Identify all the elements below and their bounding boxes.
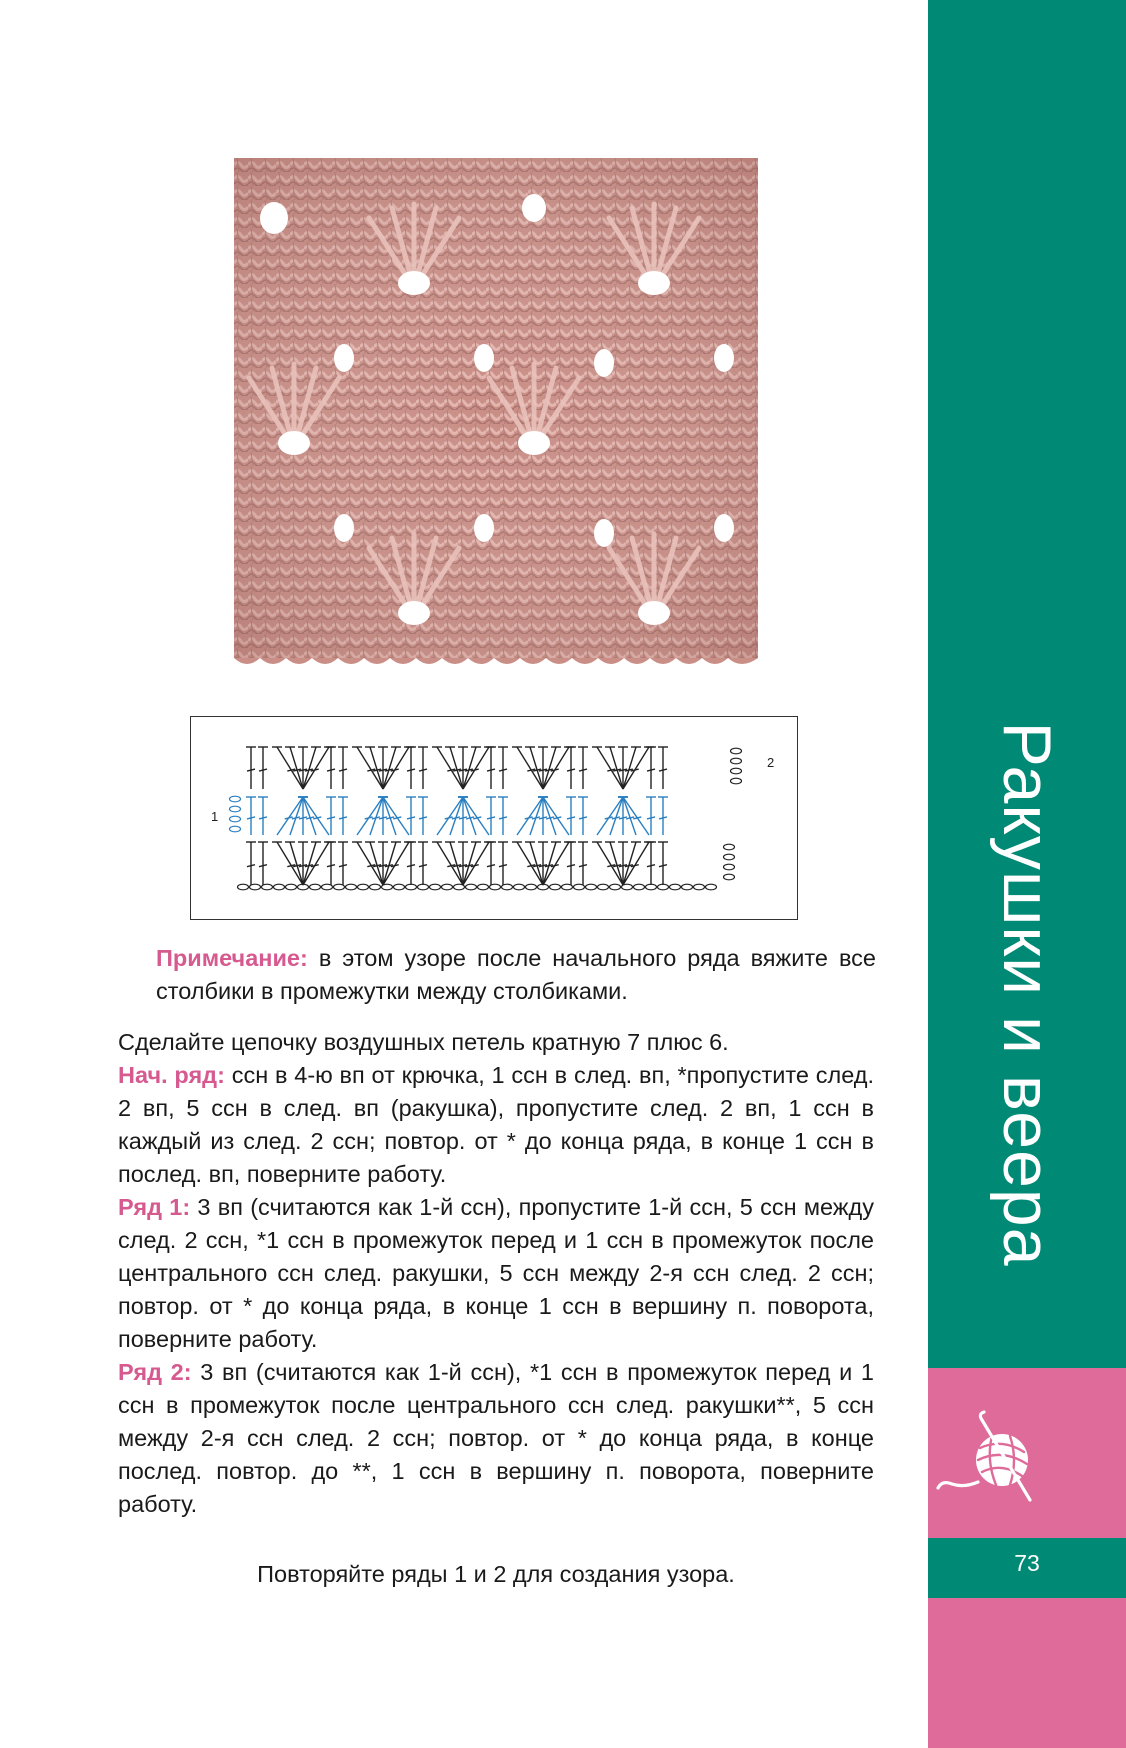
chart-chain-stitch [238,884,249,890]
chart-stitch [610,842,623,885]
row-label: Нач. ряд: [118,1062,225,1088]
sidebar-pink-footer [928,1598,1126,1748]
chart-stitch [623,842,649,885]
chart-stitch [383,842,409,885]
chart-stitch [303,842,316,885]
chart-stitch [579,769,587,771]
chart-stitch [383,747,409,789]
chart-chain-stitch [466,884,477,890]
chart-stitch [339,865,347,867]
chart-stitch [579,817,587,819]
chart-stitch [450,842,463,885]
note-label: Примечание: [156,945,308,971]
chart-stitch [370,797,383,835]
chart-stitch [543,842,569,885]
crochet-chart-diagram [190,716,798,920]
chart-stitch [277,797,303,835]
chart-stitch [473,817,481,819]
chart-chain-stitch [322,884,333,890]
chart-chain-stitch [724,854,735,860]
chart-stitch [259,769,267,771]
chart-stitch [327,817,335,819]
chart-stitch [463,747,489,789]
chart-stitch [339,769,347,771]
chart-stitch [277,842,303,885]
chart-stitch [445,817,453,819]
chart-stitch [623,797,636,835]
chart-stitch [383,797,396,835]
chart-stitch [383,747,396,789]
chart-stitch [285,817,293,819]
chart-stitch [612,817,620,819]
chart-stitch [303,797,329,835]
chart-stitch [543,797,569,835]
chart-stitch [339,817,347,819]
row-label: Ряд 2: [118,1359,192,1385]
chart-stitch [459,817,467,819]
chart-chain-stitch [298,884,309,890]
chart-stitch [605,817,613,819]
row-text: 3 вп (считаются как 1-й ссн), *1 ссн в промежуток перед и 1 ссн в промежуток после центрального ссн след. ракушки**, 5 ссн между 2-я ссн след. 2 ссн; повтор. от * до конца ряда, в конце послед. повтор. до **, 1 ссн в вершину п. поворота, поверните работу. [118,1359,874,1517]
chart-stitch [543,747,569,789]
chart-stitch [543,797,556,835]
chart-stitch [463,797,476,835]
chart-stitch [546,817,554,819]
chart-stitch [407,817,415,819]
chart-stitch [623,747,636,789]
chart-stitch [517,842,543,885]
chart-chain-stitch [262,884,273,890]
chart-stitch [499,865,507,867]
chart-stitch [303,797,316,835]
chart-stitch [623,842,636,885]
repeat-instruction: Повторяйте ряды 1 и 2 для создания узора. [257,1561,735,1587]
chart-chain-stitch [574,884,585,890]
chart-stitch [597,747,623,789]
row-text: ссн в 4-ю вп от крючка, 1 ссн в след. вп, *пропустите след. 2 вп, 5 ссн в след. вп (ракушка), пропустите след. 2 вп, 1 ссн в каждый из след. 2 ссн; повтор. от * до конца ряда, в конце 1 ссн в послед. вп, поверните работу. [118,1062,874,1187]
chart-stitch [292,817,300,819]
chart-chain-stitch [286,884,297,890]
chart-stitch [517,747,543,789]
chart-stitch [463,842,476,885]
chart-stitch [437,747,463,789]
chart-stitch [393,817,401,819]
chart-stitch [539,817,547,819]
chart-stitch [532,817,540,819]
chart-stitch [247,769,255,771]
chart-stitch [259,865,267,867]
chart-stitch [450,797,463,835]
chart-stitch [379,817,387,819]
chart-stitch [299,817,307,819]
chart-stitch [327,865,335,867]
chart-chain-stitch [526,884,537,890]
chart-stitch [463,842,489,885]
chart-chain-stitch [502,884,513,890]
row-label: Ряд 1: [118,1194,191,1220]
chart-stitch [597,797,623,835]
chart-stitch [466,817,474,819]
chart-stitch [626,817,634,819]
chart-stitch [419,817,427,819]
chart-stitch [567,769,575,771]
chart-stitch [290,747,303,789]
chart-stitch [357,747,383,789]
chart-stitch [525,817,533,819]
chart-chain-stitch [658,884,669,890]
chart-stitch [623,747,649,789]
chart-stitch [647,817,655,819]
chart-stitch [463,797,489,835]
chart-chain-stitch [478,884,489,890]
row-label-1: 1 [211,809,219,824]
chart-stitch [327,769,335,771]
chart-chain-stitch [586,884,597,890]
note-paragraph [156,942,876,1008]
chart-stitch [530,842,543,885]
chart-stitch [419,865,427,867]
chart-stitch [543,747,556,789]
chart-stitch [659,865,667,867]
chart-stitch [290,797,303,835]
chart-chain-stitch [724,844,735,850]
chart-chain-stitch [610,884,621,890]
chart-stitch [530,747,543,789]
chart-stitch [383,842,396,885]
instruction-row-1 [118,1191,874,1356]
chart-stitch [370,747,383,789]
page-number: 73 [1014,1550,1040,1576]
chart-chain-stitch [250,884,261,890]
chart-stitch [372,817,380,819]
chart-chain-stitch [490,884,501,890]
chart-stitch [407,865,415,867]
chart-stitch [357,797,383,835]
chart-stitch [259,817,267,819]
chart-stitch [277,747,303,789]
chart-stitch [437,797,463,835]
chart-stitch [386,817,394,819]
chart-chain-stitch [598,884,609,890]
chart-chain-stitch [731,758,742,764]
chart-stitch [365,817,373,819]
chart-stitch [437,842,463,885]
chart-stitch [597,842,623,885]
chart-chain-stitch [550,884,561,890]
chart-chain-stitch [731,748,742,754]
chart-chain-stitch [334,884,345,890]
chart-chain-stitch [538,884,549,890]
chart-stitch [450,747,463,789]
chart-chain-stitch [230,816,241,822]
instruction-row-start [118,1059,874,1191]
chart-stitch [647,769,655,771]
chart-chain-stitch [670,884,681,890]
chart-stitch [370,842,383,885]
chart-chain-stitch [346,884,357,890]
chart-chain-stitch [442,884,453,890]
chart-stitch [303,842,329,885]
chart-chain-stitch [406,884,417,890]
chart-stitch [633,817,641,819]
chart-chain-stitch [514,884,525,890]
chart-chain-stitch [418,884,429,890]
crochet-chart-svg [191,717,797,919]
chart-chain-stitch [370,884,381,890]
chart-stitch [303,747,329,789]
chart-stitch [610,747,623,789]
row-label-2: 2 [767,755,775,770]
chart-stitch [306,817,314,819]
chart-stitch [313,817,321,819]
chart-stitch [659,817,667,819]
section-title: Ракушки и веера [989,721,1065,1267]
chart-stitch [487,865,495,867]
chart-chain-stitch [310,884,321,890]
chart-stitch [517,797,543,835]
chart-stitch [567,817,575,819]
note-text: в этом узоре после начального ряда вяжите все столбики в промежутки между столбиками. [156,945,876,1004]
chart-stitch [407,769,415,771]
yarn-ball-with-hook-icon [930,1400,1060,1515]
chart-chain-stitch [706,884,717,890]
chart-stitch [530,797,543,835]
chart-stitch [659,769,667,771]
chart-chain-stitch [230,826,241,832]
instructions [118,1026,874,1521]
chart-stitch [487,817,495,819]
chart-stitch [383,797,409,835]
chart-chain-stitch [646,884,657,890]
chart-stitch [463,747,476,789]
chart-stitch [610,797,623,835]
chart-stitch [290,842,303,885]
chart-chain-stitch [634,884,645,890]
chart-chain-stitch [562,884,573,890]
chart-chain-stitch [731,768,742,774]
chart-stitch [499,817,507,819]
chart-stitch [487,769,495,771]
chart-stitch [452,817,460,819]
row-text: 3 вп (считаются как 1-й ссн), пропустите 1-й ссн, 5 ссн между след. 2 ссн, *1 ссн в промежуток перед и 1 ссн в промежуток после центрального ссн след. ракушки, 5 ссн между 2-я ссн след. 2 ссн; повтор. от * до конца ряда, в конце 1 ссн в вершину п. поворота, поверните работу. [118,1194,874,1352]
chart-chain-stitch [394,884,405,890]
chart-chain-stitch [724,864,735,870]
chart-stitch [647,865,655,867]
instruction-row-2 [118,1356,874,1521]
chart-chain-stitch [430,884,441,890]
chart-stitch [247,817,255,819]
chart-stitch [303,747,316,789]
chart-stitch [623,797,649,835]
chart-chain-stitch [694,884,705,890]
crochet-swatch-photo [234,158,758,680]
chart-stitch [357,842,383,885]
chart-stitch [499,769,507,771]
chart-stitch [567,865,575,867]
chart-chain-stitch [724,874,735,880]
chart-stitch [543,842,556,885]
chart-stitch [419,769,427,771]
chart-chain-stitch [230,806,241,812]
chart-stitch [619,817,627,819]
instructions-intro: Сделайте цепочку воздушных петель кратную 7 плюс 6. [118,1029,729,1055]
chart-chain-stitch [358,884,369,890]
chart-stitch [579,865,587,867]
chart-stitch [247,865,255,867]
chart-chain-stitch [731,778,742,784]
chart-stitch [553,817,561,819]
chart-chain-stitch [230,796,241,802]
chart-chain-stitch [274,884,285,890]
chart-chain-stitch [682,884,693,890]
